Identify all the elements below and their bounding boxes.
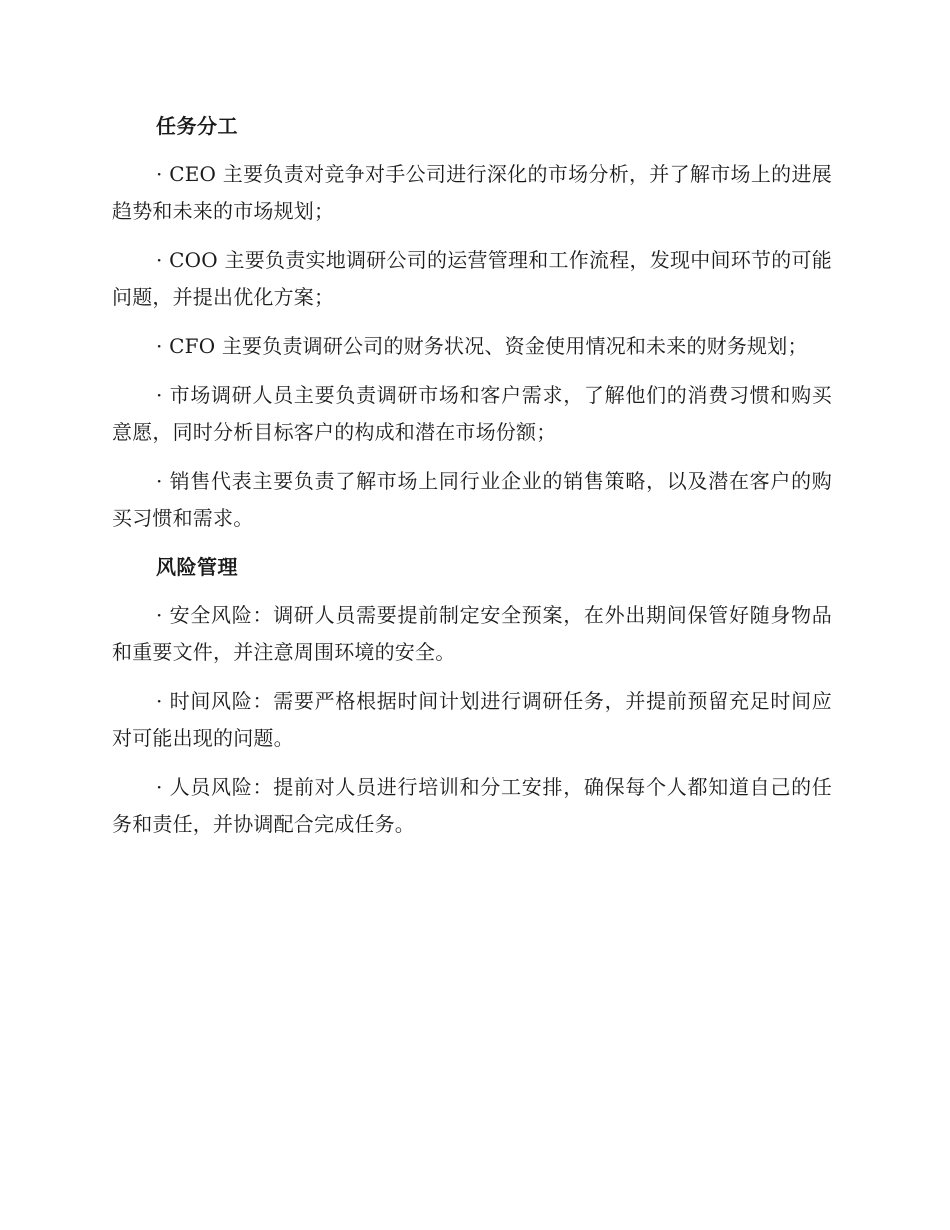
paragraph-cfo: · CFO 主要负责调研公司的财务状况、资金使用情况和未来的财务规划； [156, 334, 808, 358]
paragraph-market-researcher: · 市场调研人员主要负责调研市场和客户需求，了解他们的消费习惯和购买意愿，同时分析目标客户的构成和潜在市场份额； [112, 383, 832, 444]
section-heading-risk-management: 风险管理 [156, 555, 238, 579]
paragraph-ceo: · CEO 主要负责对竞争对手公司进行深化的市场分析，并了解市场上的进展趋势和未来的市场规划； [112, 162, 832, 223]
paragraph-sales-rep: · 销售代表主要负责了解市场上同行业企业的销售策略，以及潜在客户的购买习惯和需求。 [112, 469, 832, 530]
paragraph-safety-risk: · 安全风险：调研人员需要提前制定安全预案，在外出期间保管好随身物品和重要文件，并注意周围环境的安全。 [112, 603, 832, 664]
section-heading-task-division: 任务分工 [156, 114, 238, 138]
document-content [112, 108, 832, 843]
paragraph-personnel-risk: · 人员风险：提前对人员进行培训和分工安排，确保每个人都知道自己的任务和责任，并协调配合完成任务。 [112, 775, 832, 836]
paragraph-time-risk: · 时间风险：需要严格根据时间计划进行调研任务，并提前预留充足时间应对可能出现的问题。 [112, 689, 832, 750]
paragraph-coo: · COO 主要负责实地调研公司的运营管理和工作流程，发现中间环节的可能问题，并提出优化方案； [112, 248, 832, 309]
